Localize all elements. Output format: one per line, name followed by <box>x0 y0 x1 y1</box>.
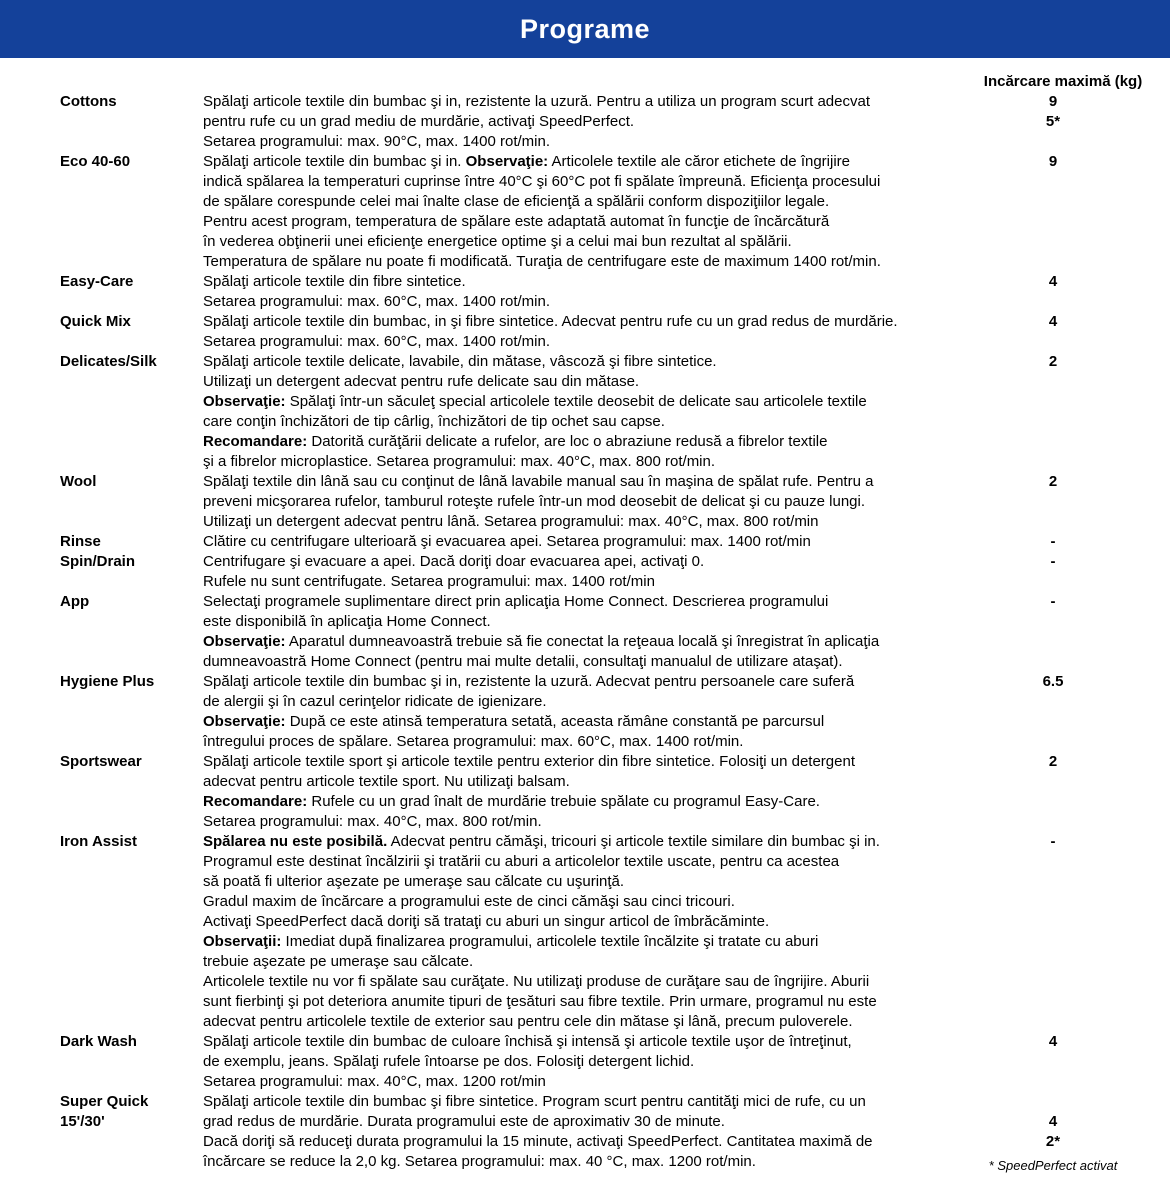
program-row <box>60 312 1170 352</box>
program-name-line: Rinse <box>60 533 101 550</box>
program-name-line: App <box>60 593 90 610</box>
program-name <box>60 92 203 112</box>
program-rows <box>60 92 1170 1172</box>
description-line: Spălaţi articole textile din bumbac de culoare închisă şi intensă şi articole textile uşor de întreţinut, <box>203 1033 852 1050</box>
program-row <box>60 92 1170 152</box>
program-row <box>60 472 1170 532</box>
program-row <box>60 272 1170 312</box>
description-line: dumneavoastră Home Connect (pentru mai multe detalii, consultaţi manualul de utilizare ataşat). <box>203 653 843 670</box>
load-column-header: Incărcare maximă (kg) <box>983 73 1143 90</box>
description-line: în vederea obţinerii unei eficienţe energetice optime şi a celui mai bun rezultat al spălării. <box>203 233 792 250</box>
program-name <box>60 352 203 372</box>
program-name <box>60 1032 203 1052</box>
program-description <box>203 832 1170 1032</box>
description-line: preveni micşorarea rufelor, tamburul roteşte rufele într-un mod deosebit de delicat şi cu pauze lungi. <box>203 493 866 510</box>
max-load-value: - <box>1050 533 1056 550</box>
description-line: întregului proces de spălare. Setarea programului: max. 60°C, max. 1400 rot/min. <box>203 733 744 750</box>
description-line: Utilizaţi un detergent adecvat pentru lână. Setarea programului: max. 40°C, max. 800 rot/min <box>203 513 819 530</box>
description-line: Spălaţi articole textile din bumbac şi in. Observaţie: Articolele textile ale căror etichete de îngrijire <box>203 153 851 170</box>
description-line: Setarea programului: max. 40°C, max. 1200 rot/min <box>203 1073 546 1090</box>
description-line: indică spălarea la temperaturi cuprinse între 40°C şi 60°C pot fi spălate împreună. Eficienţa procesului <box>203 173 881 190</box>
max-load-value: 2* <box>1045 1133 1061 1150</box>
description-line: de alergii şi în cazul cerinţelor ridicate de igienizare. <box>203 693 547 710</box>
max-load-value: 4 <box>1048 273 1058 290</box>
description-line: de exemplu, jeans. Spălaţi rufele întoarse pe dos. Folosiţi detergent lichid. <box>203 1053 695 1070</box>
speedperfect-footnote: * SpeedPerfect activat <box>988 1158 1118 1173</box>
page-title: Programe <box>519 13 651 44</box>
description-line: adecvat pentru articole textile sport. Nu utilizaţi balsam. <box>203 773 570 790</box>
description-line: Observaţie: Spălaţi într-un săculeţ special articolele textile deosebit de delicate sau articolele textile <box>203 393 867 410</box>
description-line: Selectaţi programele suplimentare direct prin aplicaţia Home Connect. Descrierea programului <box>203 593 829 610</box>
description-line: Dacă doriţi să reduceţi durata programului la 15 minute, activaţi SpeedPerfect. Cantitatea maximă de <box>203 1133 873 1150</box>
description-line: Observaţie: Aparatul dumneavoastră trebuie să fie conectat la reţeaua locală şi înregistrat în aplicaţia <box>203 633 880 650</box>
max-load-value: 5* <box>1045 113 1061 130</box>
description-line: sunt fierbinţi şi pot deteriora anumite tipuri de ţesături sau fibre textile. Prin urmare, programul nu este <box>203 993 877 1010</box>
description-line: adecvat pentru articolele textile de exterior sau pentru cele din mătase şi lână, precum puloverele. <box>203 1013 853 1030</box>
description-line: Utilizaţi un detergent adecvat pentru rufe delicate sau din mătase. <box>203 373 640 390</box>
description-line: Pentru acest program, temperatura de spălare este adaptată automat în funcţie de încărcătură <box>203 213 830 230</box>
description-line: Clătire cu centrifugare ulterioară şi evacuarea apei. Setarea programului: max. 1400 rot/min <box>203 533 811 550</box>
program-name <box>60 1092 203 1132</box>
program-name <box>60 592 203 612</box>
program-name <box>60 832 203 852</box>
max-load-value: - <box>1050 553 1056 570</box>
description-line: Programul este destinat încălzirii şi tratării cu aburi a articolelor textile uscate, pentru ca acestea <box>203 853 840 870</box>
max-load-value: 2 <box>1048 473 1058 490</box>
description-line: Activaţi SpeedPerfect dacă doriţi să trataţi cu aburi un singur articol de îmbrăcăminte. <box>203 913 770 930</box>
table-header-row <box>60 72 1170 92</box>
program-row <box>60 752 1170 832</box>
description-line: Setarea programului: max. 60°C, max. 1400 rot/min. <box>203 293 550 310</box>
description-line: Spălaţi textile din lână sau cu conţinut de lână lavabile manual sau în maşina de spălat rufe. Pentru a <box>203 473 874 490</box>
description-line: Spălaţi articole textile din bumbac, in şi fibre sintetice. Adecvat pentru rufe cu un grad redus de murdărie. <box>203 313 898 330</box>
program-row <box>60 532 1170 552</box>
description-line: Rufele nu sunt centrifugate. Setarea programului: max. 1400 rot/min <box>203 573 655 590</box>
program-row <box>60 152 1170 272</box>
program-name <box>60 672 203 692</box>
description-line: Spălaţi articole textile din bumbac şi in, rezistente la uzură. Pentru a utiliza un program scurt adecvat <box>203 93 871 110</box>
title-banner <box>0 0 1170 58</box>
program-name-line: Delicates/Silk <box>60 353 157 370</box>
max-load-value: 4 <box>1048 1033 1058 1050</box>
max-load-value: 9 <box>1048 153 1058 170</box>
max-load-value: 2 <box>1048 353 1058 370</box>
program-row <box>60 592 1170 672</box>
description-line: Observaţii: Imediat după finalizarea programului, articolele textile încălzite şi tratate cu aburi <box>203 933 819 950</box>
description-line: de spălare corespunde celei mai înalte clase de eficienţă a spălării conform dispoziţiilor legale. <box>203 193 830 210</box>
description-line: Gradul maxim de încărcare a programului este de cinci cămăşi sau cinci tricouri. <box>203 893 735 910</box>
max-load-value: 4 <box>1048 313 1058 330</box>
program-name-line: Eco 40-60 <box>60 153 131 170</box>
program-name <box>60 272 203 292</box>
program-name-line: Cottons <box>60 93 117 110</box>
description-line: grad redus de murdărie. Durata programului este de aproximativ 30 de minute. <box>203 1113 725 1130</box>
description-line: Spălaţi articole textile din bumbac şi fibre sintetice. Program scurt pentru cantităţi mici de rufe, cu un <box>203 1093 866 1110</box>
program-row <box>60 1032 1170 1092</box>
description-line: Spălaţi articole textile din bumbac şi in, rezistente la uzură. Adecvat pentru persoanele care suferă <box>203 673 855 690</box>
max-load-value: 6.5 <box>1042 673 1064 690</box>
program-name <box>60 552 203 572</box>
program-name-line: Quick Mix <box>60 313 131 330</box>
max-load-value: 4 <box>1048 1113 1058 1130</box>
description-line: şi a fibrelor microplastice. Setarea programului: max. 40°C, max. 800 rot/min. <box>203 453 716 470</box>
description-line: Setarea programului: max. 40°C, max. 800 rot/min. <box>203 813 542 830</box>
program-name-line: Hygiene Plus <box>60 673 155 690</box>
program-name-line: 15'/30' <box>60 1113 105 1130</box>
description-line: Observaţie: După ce este atinsă temperatura setată, aceasta rămâne constantă pe parcursul <box>203 713 825 730</box>
max-load-value: - <box>1050 833 1056 850</box>
description-line: Recomandare: Datorită curăţării delicate a rufelor, are loc o abraziune redusă a fibrelor textile <box>203 433 828 450</box>
program-name-line: Easy-Care <box>60 273 134 290</box>
program-name <box>60 752 203 772</box>
program-name <box>60 472 203 492</box>
max-load-value: 9 <box>1048 93 1058 110</box>
description-line: Spălaţi articole textile din fibre sintetice. <box>203 273 466 290</box>
program-name <box>60 532 203 552</box>
program-name-line: Spin/Drain <box>60 553 136 570</box>
programs-table <box>0 72 1170 1172</box>
program-row <box>60 672 1170 752</box>
description-line: încărcare se reduce la 2,0 kg. Setarea programului: max. 40 °C, max. 1200 rot/min. <box>203 1153 756 1170</box>
description-line: Centrifugare şi evacuare a apei. Dacă doriţi doar evacuarea apei, activaţi 0. <box>203 553 705 570</box>
max-load-value: 2 <box>1048 753 1058 770</box>
program-name-line: Super Quick <box>60 1093 149 1110</box>
description-line: Temperatura de spălare nu poate fi modificată. Turaţia de centrifugare este de maximum 1400 rot/min. <box>203 253 881 270</box>
program-row <box>60 352 1170 472</box>
description-line: trebuie aşezate pe umeraşe sau călcate. <box>203 953 474 970</box>
description-line: să poată fi ulterior aşezate pe umeraşe sau călcate cu uşurinţă. <box>203 873 625 890</box>
program-row <box>60 552 1170 592</box>
description-line: Articolele textile nu vor fi spălate sau curăţate. Nu utilizaţi produse de curăţare sau de îngrijire. Aburii <box>203 973 870 990</box>
description-line: Spălaţi articole textile sport şi articole textile pentru exterior din fibre sintetice. Folosiţi un detergent <box>203 753 855 770</box>
program-name-line: Iron Assist <box>60 833 137 850</box>
description-line: este disponibilă în aplicaţia Home Connect. <box>203 613 491 630</box>
description-line: Setarea programului: max. 90°C, max. 1400 rot/min. <box>203 133 550 150</box>
program-name-line: Wool <box>60 473 97 490</box>
program-name-line: Dark Wash <box>60 1033 137 1050</box>
description-line: pentru rufe cu un grad mediu de murdărie, activaţi SpeedPerfect. <box>203 113 635 130</box>
program-name <box>60 152 203 172</box>
description-line: Recomandare: Rufele cu un grad înalt de murdărie trebuie spălate cu programul Easy-Care. <box>203 793 820 810</box>
program-name-line: Sportswear <box>60 753 142 770</box>
description-line: care conţin închizători de tip cârlig, închizători de tip ochet sau capse. <box>203 413 665 430</box>
description-line: Spălaţi articole textile delicate, lavabile, din mătase, vâscoză şi fibre sintetice. <box>203 353 717 370</box>
max-load-value: - <box>1050 593 1056 610</box>
program-row <box>60 832 1170 1032</box>
program-name <box>60 312 203 332</box>
description-line: Spălarea nu este posibilă. Adecvat pentru cămăşi, tricouri şi articole textile similare din bumbac şi in. <box>203 833 880 850</box>
description-line: Setarea programului: max. 60°C, max. 1400 rot/min. <box>203 333 550 350</box>
